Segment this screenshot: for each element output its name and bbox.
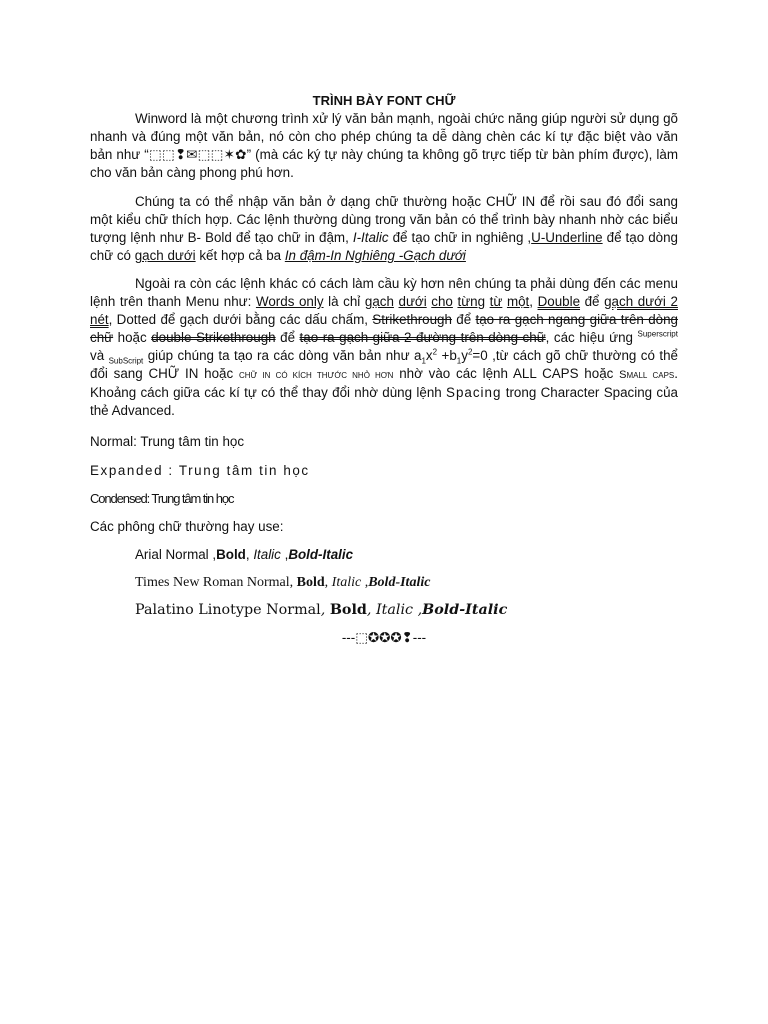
superscript-sample: Superscript xyxy=(637,329,678,339)
normal-spacing-sample: Normal: Trung tâm tin học xyxy=(90,434,245,449)
arial-font-sample: Arial Normal ,Bold, Italic ,Bold-Italic xyxy=(135,547,354,562)
strikethrough-sample: Strikethrough xyxy=(372,312,452,327)
fonts-intro: Các phông chữ thường hay use: xyxy=(90,519,284,534)
double-strikethrough-sample: double Strikethrough xyxy=(151,330,276,345)
paragraph-effects: Ngoài ra còn các lệnh khác có cách làm cầu kỳ hơn nên chúng ta phải dùng đến các menu lệnh trên thanh Menu như: Words only là chỉ gạch dưới cho từng từ một, Double để gạch dưới 2 nét, Dotted để gạch dưới bằng các dấu chấm, Strikethrough để tạo ra gạch ngang giữa trên dòng chữ hoặc double Strikethrough để tạo ra gạch giữa 2 đường trên dòng chữ, các hiệu ứng $^{Superscript}$ và $_{SubScript}$ giúp chúng ta tạo ra các dòng văn bản như $a_1x^2 +b_1y^2=0$ ,từ cách gõ chữ thường có thể đổi sang CHỮ IN hoặc chữ in có kích thước nhỏ hơn nhờ vào các lệnh ALL CAPS hoặc Small caps. Khoảng cách giữa các kí tự có thể thay đổi nhờ dùng lệnh Spacing trong Character Spacing của thẻ Advanced. xyxy=(90,276,678,418)
underline-sample: U-Underline xyxy=(531,230,603,245)
underline-word-sample: gạch dưới xyxy=(134,248,196,263)
subscript-sample: SubScript xyxy=(108,356,144,366)
combined-format-sample: In đậm-In Nghiêng -Gạch dưới xyxy=(284,248,466,263)
double-underline-sample: Double xyxy=(537,294,581,309)
small-caps-sample: chữ in có kích thước nhỏ hơn xyxy=(238,369,394,381)
words-only-sample: Words only xyxy=(255,294,324,309)
paragraph-intro: Winword là một chương trình xử lý văn bản mạnh, ngoài chức năng giúp người sử dụng gõ nhanh và đúng một văn bản, nó còn cho phép chúng ta dễ dàng chèn các kí tự đặc biệt vào văn bản như “⬚⬚❢✉⬚⬚✶✿” (mà các ký tự này chúng ta không gõ trực tiếp từ bàn phím được), làm cho văn bản càng phong phú hơn. xyxy=(90,111,678,180)
expanded-spacing-sample: Expanded : Trung tâm tin học xyxy=(90,463,310,478)
times-font-sample: Times New Roman Normal, Bold, Italic ,Bold-Italic xyxy=(135,575,431,590)
bold-sample: B- Bold xyxy=(187,230,232,245)
footer-ornament: ---⬚✪✪✪❢--- xyxy=(341,630,427,645)
spacing-sample: Spacing xyxy=(446,385,502,400)
condensed-spacing-sample: Condensed: Trung tâm tin học xyxy=(90,491,234,506)
paragraph-formatting: Chúng ta có thể nhập văn bản ở dạng chữ thường hoặc CHỮ IN để rồi sau đó đổi sang một kiểu chữ thích hợp. Các lệnh thường dùng trong văn bản có thể trình bày nhanh nhờ các biểu tượng lệnh như B- Bold để tạo chữ in đậm, I-Italic để tạo chữ in nghiêng ,U-Underline để tạo dòng chữ có gạch dưới kết hợp cả ba In đậm-In Nghiêng -Gạch dưới xyxy=(90,194,678,263)
document-title: TRÌNH BÀY FONT CHỮ xyxy=(312,93,456,108)
italic-sample: I-Italic xyxy=(352,230,389,245)
palatino-font-sample: Palatino Linotype Normal, Bold, Italic ,Bold-Italic xyxy=(135,602,508,618)
special-symbols: ⬚⬚❢✉⬚⬚✶✿ xyxy=(148,147,247,162)
